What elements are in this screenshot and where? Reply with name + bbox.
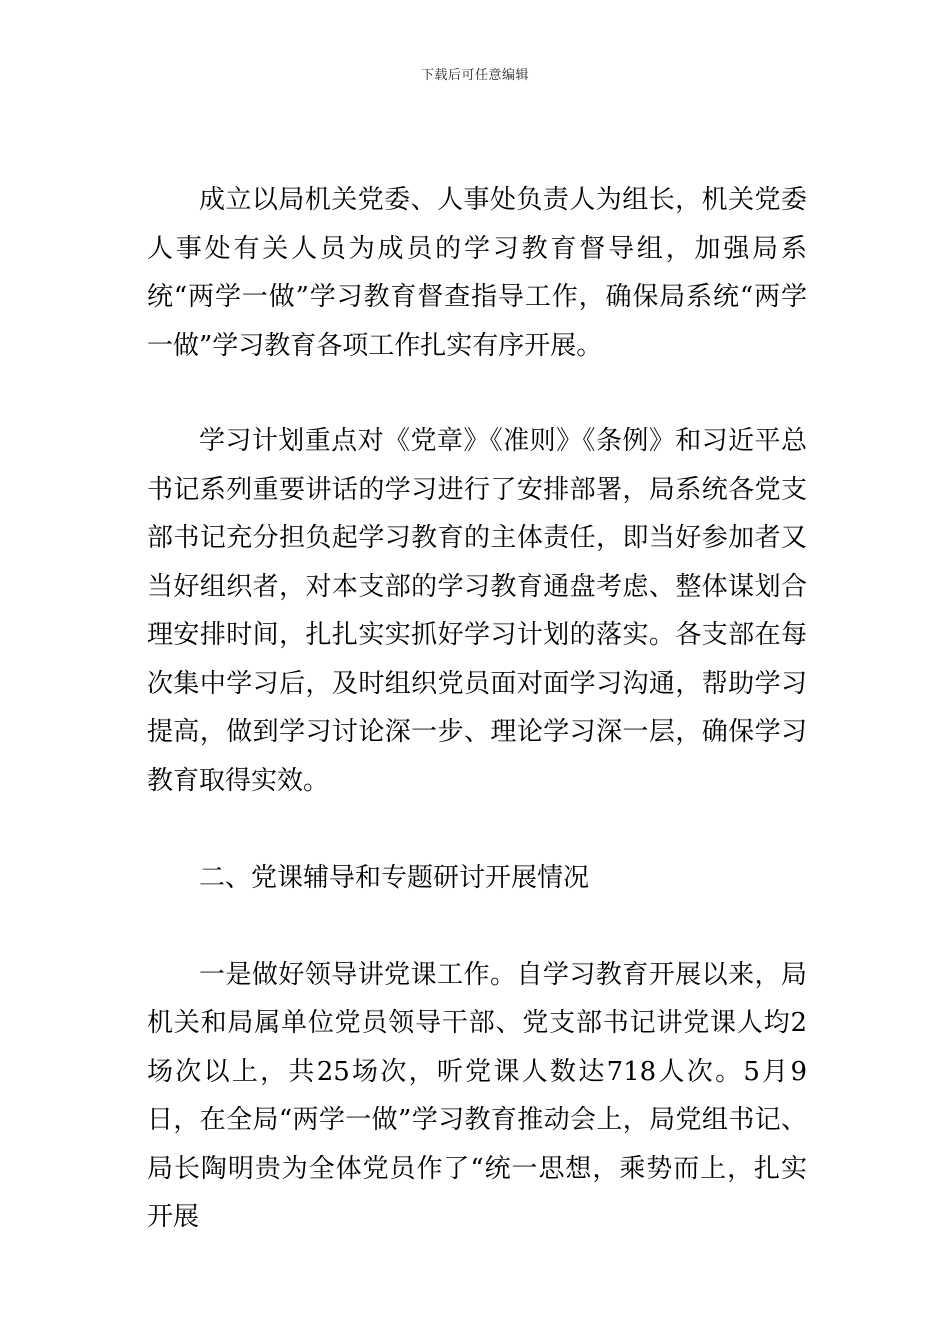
document-body	[147, 176, 807, 1242]
paragraph-supervision-group: 成立以局机关党委、人事处负责人为组长，机关党委人事处有关人员为成员的学习教育督导组，加强局系统“两学一做”学习教育督查指导工作，确保局系统“两学一做”学习教育各项工作扎实有序开展。	[147, 185, 807, 361]
paragraph-study-plan: 学习计划重点对《党章》《准则》《条例》和习近平总书记系列重要讲话的学习进行了安排部署，局系统各党支部书记充分担负起学习教育的主体责任，即当好参加者又当好组织者，对本支部的学习教育通盘考虑、整体谋划合理安排时间，扎扎实实抓好学习计划的落实。各支部在每次集中学习后，及时组织党员面对面学习沟通，帮助学习提高，做到学习讨论深一步、理论学习深一层，确保学习教育取得实效。	[147, 426, 807, 796]
section-heading: 二、党课辅导和专题研讨开展情况	[199, 863, 590, 893]
page-header: 下载后可任意编辑	[420, 68, 529, 83]
paragraph-party-lecture: 一是做好领导讲党课工作。自学习教育开展以来，局机关和局属单位党员领导干部、党支部书记讲党课人均2场次以上，共25场次，听党课人数达718人次。5月9日，在全局“两学一做”学习教育推动会上，局党组书记、局长陶明贵为全体党员作了“统一思想，乘势而上，扎实开展	[147, 959, 807, 1232]
